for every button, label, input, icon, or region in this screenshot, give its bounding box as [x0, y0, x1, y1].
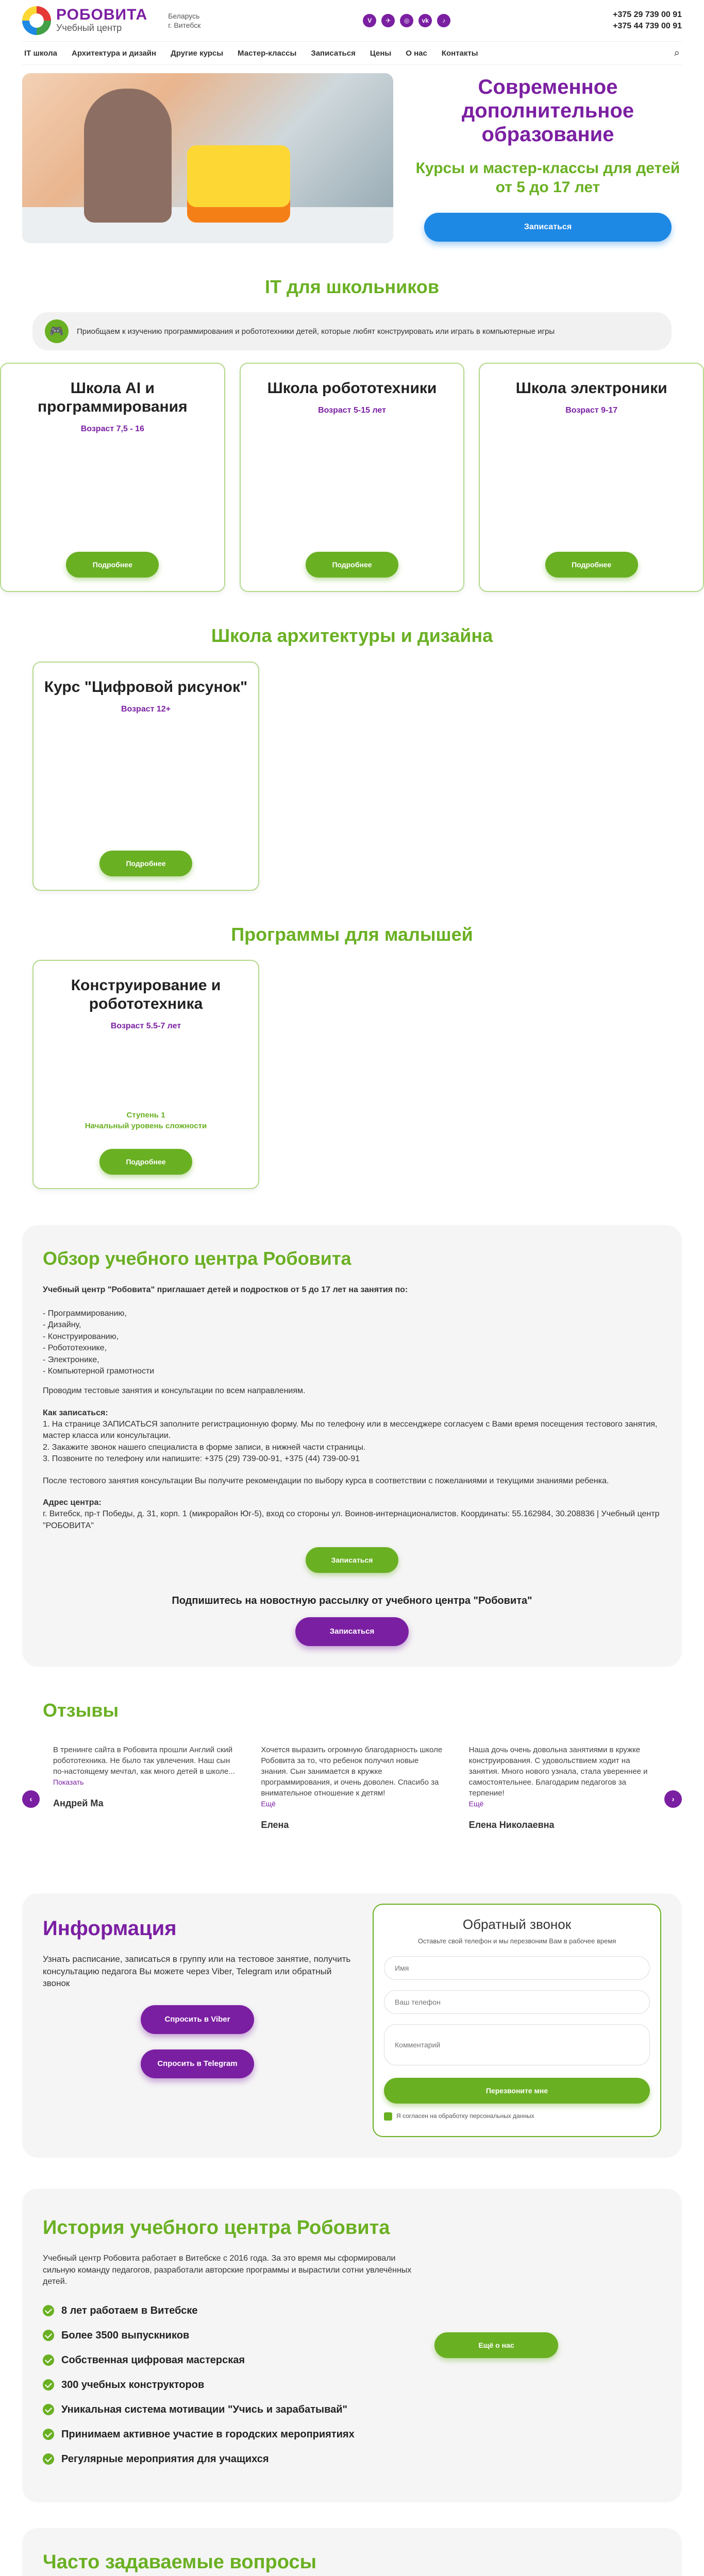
- main-nav: [22, 41, 682, 65]
- kids-cards: [22, 960, 682, 1189]
- review-card: Хочется выразить огромную благодарность школе Робовита за то, что ребенок получил новые знания. Сын занимается в кружке программирования, и очень доволен. Спасибо за внимательное отношение к детям! Ещё Елена: [261, 1745, 443, 1830]
- newsletter-button[interactable]: Записаться: [295, 1617, 409, 1646]
- telegram-button[interactable]: Спросить в Telegram: [141, 2049, 254, 2078]
- course-card: Школа электроники Возраст 9-17 Подробнее: [479, 363, 704, 592]
- nav-signup[interactable]: Записаться: [311, 48, 356, 58]
- history-title: История учебного центра Робовита: [43, 2217, 390, 2239]
- history-list: [43, 2303, 414, 2466]
- check-icon: [43, 2330, 54, 2341]
- review-card: Наша дочь очень довольна занятиями в кружке конструирования. С удовольствием ходит на занятия. Много нового узнала, стала увереннее и самостоятельнее. Благодарим педагогов за терпение! Ещё Елена Николаевна: [468, 1745, 648, 1830]
- check-icon: [43, 2379, 54, 2391]
- list-item: Уникальная система мотивации "Учись и зарабатывай": [43, 2402, 414, 2417]
- review-card: В тренинге сайта в Робовита прошли Англий ский робототехника. Не было так увлечения. Наш сын по-настоящему мечтал, как много детей в школе... Показать Андрей Ма: [53, 1745, 235, 1808]
- header-socials: [363, 14, 450, 27]
- course-card: Конструирование и робототехника Возраст 5.5-7 лет Ступень 1 Начальный уровень сложности Подробнее: [32, 960, 259, 1189]
- hero-signup-button[interactable]: Записаться: [424, 213, 672, 242]
- faq-title: Часто задаваемые вопросы: [43, 2551, 317, 2573]
- comment-input[interactable]: [384, 2024, 650, 2065]
- list-item: 300 учебных конструкторов: [43, 2378, 414, 2392]
- it-cards: [0, 363, 704, 592]
- nav-arch[interactable]: Архитектура и дизайн: [71, 48, 157, 58]
- faq-section: [22, 2528, 682, 2576]
- info-section: Информация Узнать расписание, записаться в группу или на тестовое занятие, получить консультацию педагога Вы можете через Viber, Telegram или обратный звонок Спросить в Viber Спросить в Telegram Обратный звонок Оставьте свой телефон и мы перезвоним Вам в рабочее время Имя Ваш телефон Комментарий Перезвоните мне Я согласен на обработку персональных данных: [22, 1893, 682, 2158]
- list-item: Принимаем активное участие в городских мероприятиях: [43, 2427, 414, 2442]
- course-card: Курс "Цифровой рисунок" Возраст 12+ Подробнее: [32, 662, 259, 891]
- check-icon: [43, 2429, 54, 2440]
- instagram-icon[interactable]: ◎: [400, 14, 413, 27]
- list-item: 8 лет работаем в Витебске: [43, 2303, 414, 2318]
- callback-submit-button[interactable]: Перезвоните мне: [384, 2078, 650, 2104]
- telegram-icon[interactable]: ✈: [381, 14, 395, 27]
- address: г. Витебск, пр-т Победы, д. 31, корп. 1 (микрорайон Юг-5), вход со стороны ул. Воинов-интернационалистов. Координаты: 55.162984, 30.208836 | Учебный центр "РОБОВИТА": [43, 1510, 660, 1530]
- search-icon[interactable]: ⌕: [674, 47, 680, 59]
- callback-form: Обратный звонок Оставьте свой телефон и мы перезвоним Вам в рабочее время Имя Ваш телефон Комментарий Перезвоните мне Я согласен на обработку персональных данных: [373, 1904, 661, 2137]
- brand-name: РОБОВИТА: [56, 6, 148, 24]
- details-button[interactable]: Подробнее: [66, 552, 159, 578]
- vk-icon[interactable]: vk: [418, 14, 432, 27]
- review-more-link[interactable]: Ещё: [261, 1799, 276, 1808]
- hero: [22, 73, 682, 243]
- list-item: Регулярные мероприятия для учащихся: [43, 2452, 414, 2466]
- location: Беларусь г. Витебск: [168, 11, 201, 29]
- nav-other[interactable]: Другие курсы: [171, 48, 224, 58]
- hero-subtitle: Курсы и мастер-классы для детей от 5 до 17 лет: [415, 159, 680, 196]
- details-button[interactable]: Подробнее: [99, 851, 192, 876]
- details-button[interactable]: Подробнее: [306, 552, 398, 578]
- review-more-link[interactable]: Показать: [53, 1777, 84, 1786]
- reviews-title: Отзывы: [43, 1700, 119, 1721]
- list-item: Более 3500 выпускников: [43, 2328, 414, 2343]
- viber-icon[interactable]: V: [363, 14, 376, 27]
- nav-contacts[interactable]: Контакты: [441, 48, 478, 58]
- phone-input[interactable]: [384, 1990, 650, 2014]
- phone-2[interactable]: +375 44 739 00 91: [613, 22, 682, 30]
- check-icon: [43, 2453, 54, 2465]
- check-icon: [43, 2305, 54, 2316]
- newsletter-title: Подпишитесь на новостную рассылку от учебного центра "Робовита": [172, 1595, 532, 1607]
- about-list: - Программированию, - Дизайну, - Конструированию, - Робототехнике, - Электронике, - Компьютерной грамотности: [43, 1309, 155, 1376]
- course-card: Школа AI и программирования Возраст 7,5 - 16 Подробнее: [0, 363, 225, 592]
- list-item: Собственная цифровая мастерская: [43, 2353, 414, 2367]
- hero-image: [22, 73, 393, 243]
- it-section-title: IT для школьников: [265, 276, 439, 297]
- logo-icon: [22, 6, 51, 35]
- check-icon: [43, 2404, 54, 2415]
- reviews-section: [22, 1698, 682, 1832]
- details-button[interactable]: Подробнее: [99, 1149, 192, 1175]
- site-header: [0, 0, 704, 65]
- logo[interactable]: [22, 6, 200, 35]
- check-icon: [43, 2354, 54, 2366]
- tiktok-icon[interactable]: ♪: [437, 14, 450, 27]
- about-section: Обзор учебного центра Робовита Учебный центр "Робовита" приглашает детей и подростков от 5 до 17 лет на занятия по: - Программированию, - Дизайну, - Конструированию, - Робототехнике, - Электронике, - Компьютерной грамотности Проводим тестовые занятия и консультации по всем направлениям. Как записаться: 1. На странице ЗАПИСАТЬСЯ заполните регистрационную форму. Мы по телефону или в мессенджере согласуем с Вами время посещения тестового занятия, мастер класса или консультации. 2. Закажите звонок нашего специалиста в форме записи, в нижней части страницы. 3. Позвоните по телефону или напишите: +375 (29) 739-00-91, +375 (44) 739-00-91 После тестового занятия консультации Вы получите рекомендации по выбору курса в соответствии с пожеланиями и текущими знаниями ребенка. Адрес центра: г. Витебск, пр-т Победы, д. 31, корп. 1 (микрорайон Юг-5), вход со стороны ул. Воинов-интернационалистов. Координаты: 55.162984, 30.208836 | Учебный центр "РОБОВИТА" Записаться Подпишитесь на новостную рассылку от учебного центра "Робовита" Записаться: [22, 1225, 682, 1667]
- name-input[interactable]: [384, 1956, 650, 1980]
- viber-button[interactable]: Спросить в Viber: [141, 2005, 254, 2034]
- more-about-button[interactable]: Ещё о нас: [434, 2332, 558, 2358]
- prev-arrow-icon[interactable]: ‹: [22, 1790, 40, 1808]
- nav-it[interactable]: IT школа: [24, 48, 57, 58]
- about-signup-button[interactable]: Записаться: [306, 1547, 398, 1573]
- arch-cards: [22, 662, 682, 891]
- kids-section-title: Программы для малышей: [231, 923, 473, 945]
- phone-1[interactable]: +375 29 739 00 91: [613, 10, 682, 19]
- nav-master[interactable]: Мастер-классы: [238, 48, 297, 58]
- nav-prices[interactable]: Цены: [370, 48, 392, 58]
- review-more-link[interactable]: Ещё: [468, 1799, 484, 1808]
- about-title: Обзор учебного центра Робовита: [43, 1248, 351, 1269]
- arch-section-title: Школа архитектуры и дизайна: [211, 625, 493, 647]
- info-title: Информация: [43, 1917, 177, 1940]
- nav-about[interactable]: О нас: [406, 48, 427, 58]
- course-card: Школа робототехники Возраст 5-15 лет Подробнее: [240, 363, 465, 592]
- checkbox-icon[interactable]: [384, 2112, 392, 2121]
- header-phones: [613, 9, 682, 32]
- gamepad-icon: 🎮: [45, 319, 69, 343]
- it-intro: 🎮 Приобщаем к изучению программирования и робототехники детей, которые любят конструировать или играть в компьютерные игры: [32, 312, 672, 350]
- brand-subtitle: Учебный центр: [56, 23, 122, 33]
- hero-title: Современное дополнительное образование: [461, 75, 634, 146]
- history-section: История учебного центра Робовита Учебный центр Робовита работает в Витебске с 2016 года. За это время мы сформировали сильную команду педагогов, разработали авторские программы и вырастили сотни увлечённых детей. 8 лет работаем в Витебске Более 3500 выпускников Собственная цифровая мастерская 300 учебных конструкторов Уникальная система мотивации "Учись и зарабатывай" Принимаем активное участие в городских мероприятиях Регулярные мероприятия для учащихся Ещё о нас: [22, 2189, 682, 2502]
- next-arrow-icon[interactable]: ›: [664, 1790, 682, 1808]
- details-button[interactable]: Подробнее: [545, 552, 638, 578]
